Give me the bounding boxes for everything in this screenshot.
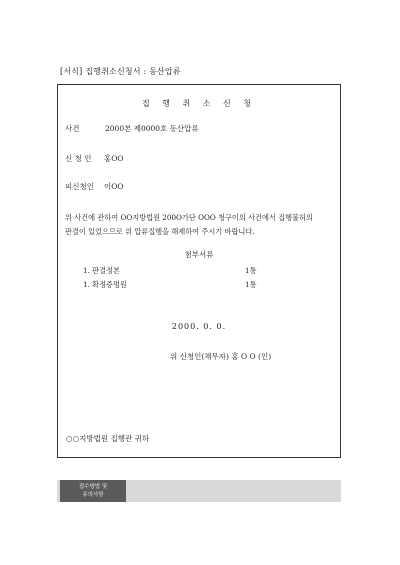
attachments-heading: 첨부서류 — [184, 250, 214, 259]
attachment-count: 1통 — [245, 280, 257, 289]
case-value: 2000본 제0000호 동산압류 — [105, 124, 199, 133]
filing-notes-bar — [57, 480, 341, 502]
respondent-label: 피신청인 — [65, 182, 94, 191]
attachment-name: 1. 확정증명원 — [83, 280, 127, 289]
attachment-name: 1. 판결정본 — [83, 266, 120, 275]
attachment-count: 1통 — [245, 266, 257, 275]
applicant-value: 홍OO — [104, 154, 124, 163]
case-label: 사건 — [65, 124, 80, 133]
request-body: 위 사건에 관하여 OO지방법원 200O가단 OOO 청구이의 사건에서 집행불허의 판결이 있었으므로 위 압류집행을 해제하여 주시기 바랍니다. — [65, 213, 313, 236]
applicant-label: 신 청 인 — [65, 154, 92, 163]
form-caption: [서식] 집행취소신청서 : 동산압류 — [60, 67, 181, 76]
filing-notes-label[interactable] — [60, 480, 126, 502]
filing-date: 2000. 0. 0. — [171, 322, 227, 331]
respondent-value: 이OO — [104, 182, 124, 191]
filing-notes-label-line2: 유의사항 — [82, 492, 104, 498]
filing-notes-label-line1: 접수방법 및 — [78, 484, 108, 490]
application-form — [57, 84, 341, 458]
court-addressee: ○○지방법원 집행관 귀하 — [66, 434, 150, 443]
applicant-signature: 위 신청인(채무자) 홍 O O (인) — [170, 352, 272, 361]
form-title: 집 행 취 소 신 청 — [141, 99, 257, 108]
